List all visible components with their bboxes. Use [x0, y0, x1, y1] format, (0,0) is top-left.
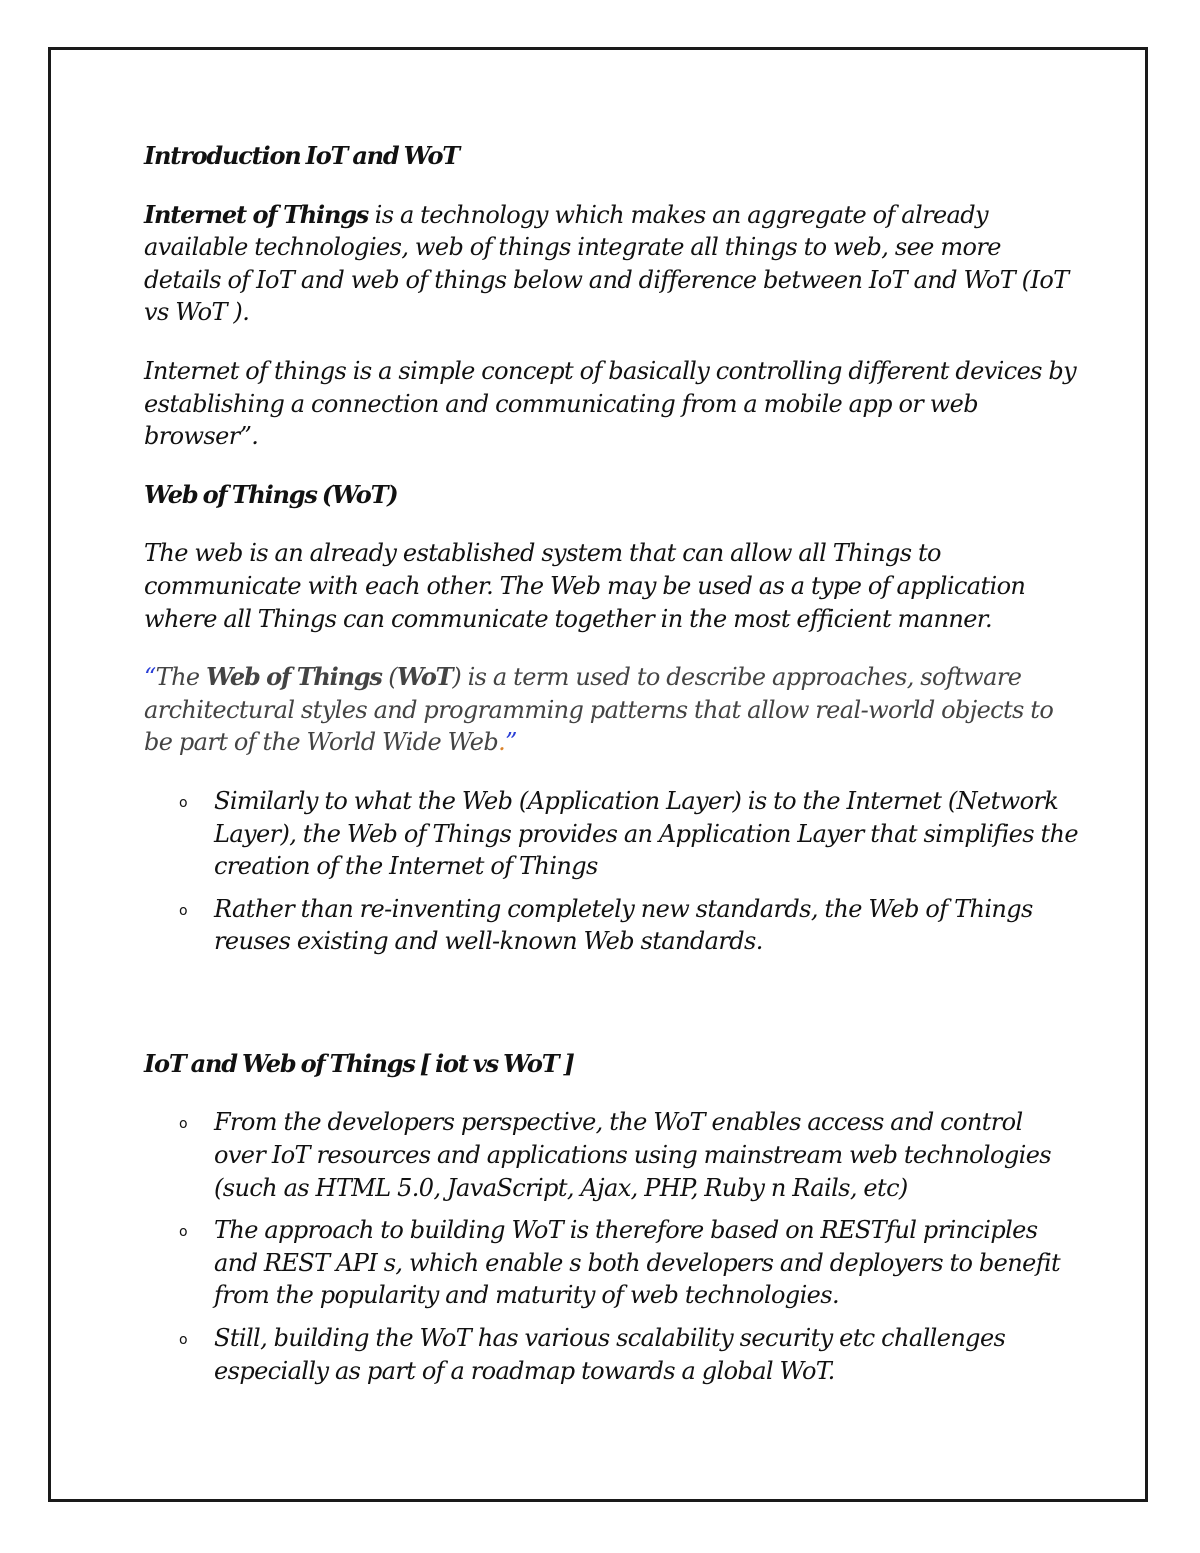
list-item — [144, 1106, 1079, 1204]
bullet-icon: o — [179, 1116, 187, 1133]
quote-text: ) is a term used to describe approaches, software architectural styles and programming patterns that allow real-world objects to be part of the World Wide Web — [144, 663, 1054, 757]
term-internet-of-things: Internet of Things — [144, 199, 369, 229]
list-item — [144, 893, 1079, 958]
list-item — [144, 785, 1079, 883]
list-item-text: The approach to building WoT is therefore based on RESTful principles and REST API s, which enable s both developers and deployers to benefit from the popularity and maturity of web technologies. — [214, 1216, 1061, 1310]
quote-prefix: The — [155, 663, 207, 692]
quote-period: . — [498, 728, 506, 757]
quote-wot-definition — [144, 661, 1079, 759]
bullet-list-wot — [144, 785, 1079, 958]
paragraph-web-system: The web is an already established system that can allow all Things to communicate with each other. The Web may be used as a type of application where all Things can communicate together in the most efficient manner. — [144, 539, 1026, 633]
list-item-text: Still, building the WoT has various scalability security etc challenges especially as part of a roadmap towards a global WoT. — [214, 1324, 1006, 1385]
document-body — [144, 140, 1079, 1397]
bullet-icon: o — [179, 1332, 187, 1349]
list-item-text: Rather than re-inventing completely new standards, the Web of Things reuses existing and well-known Web standards. — [214, 894, 1033, 956]
section-heading-wot: Web of Things (WoT) — [144, 479, 398, 509]
list-item — [144, 1214, 1079, 1312]
bullet-icon: o — [179, 902, 187, 919]
quote-paren: ( — [381, 663, 398, 692]
bullet-list-iot-vs-wot — [144, 1106, 1079, 1387]
list-item-text: From the developers perspective, the WoT enables access and control over IoT resources and applications using mainstream web technologies (such as HTML 5.0, JavaScript, Ajax, PHP, Ruby n Rails, etc) — [214, 1108, 1052, 1202]
bullet-icon: o — [179, 1224, 187, 1241]
paragraph-iot-concept: Internet of things is a simple concept of basically controlling different devices by establishing a connection and communicating from a mobile app or web browser”. — [144, 356, 1077, 451]
section-heading-intro: Introduction IoT and WoT — [144, 141, 459, 170]
bullet-icon: o — [179, 794, 187, 811]
quote-open-mark: “ — [144, 663, 156, 692]
list-item — [144, 1322, 1079, 1387]
section-heading-iot-vs-wot: IoT and Web of Things [ iot vs WoT ] — [144, 1048, 574, 1078]
paragraph-iot-definition — [144, 199, 1079, 329]
paragraph-text: is a technology which makes an aggregate of already available technologies, web of things integrate all things to web, see more details of IoT and web of things below and difference between IoT and WoT (IoT vs WoT ). — [144, 200, 1069, 327]
quote-close-mark: ” — [505, 728, 517, 757]
list-item-text: Similarly to what the Web (Application Layer) is to the Internet (Network Layer), the Web of Things provides an Application Layer that simplifies the creation of the Internet of Things — [214, 786, 1079, 881]
term-web-of-things: Web of Things — [206, 662, 382, 692]
term-wot: WoT — [397, 662, 453, 692]
